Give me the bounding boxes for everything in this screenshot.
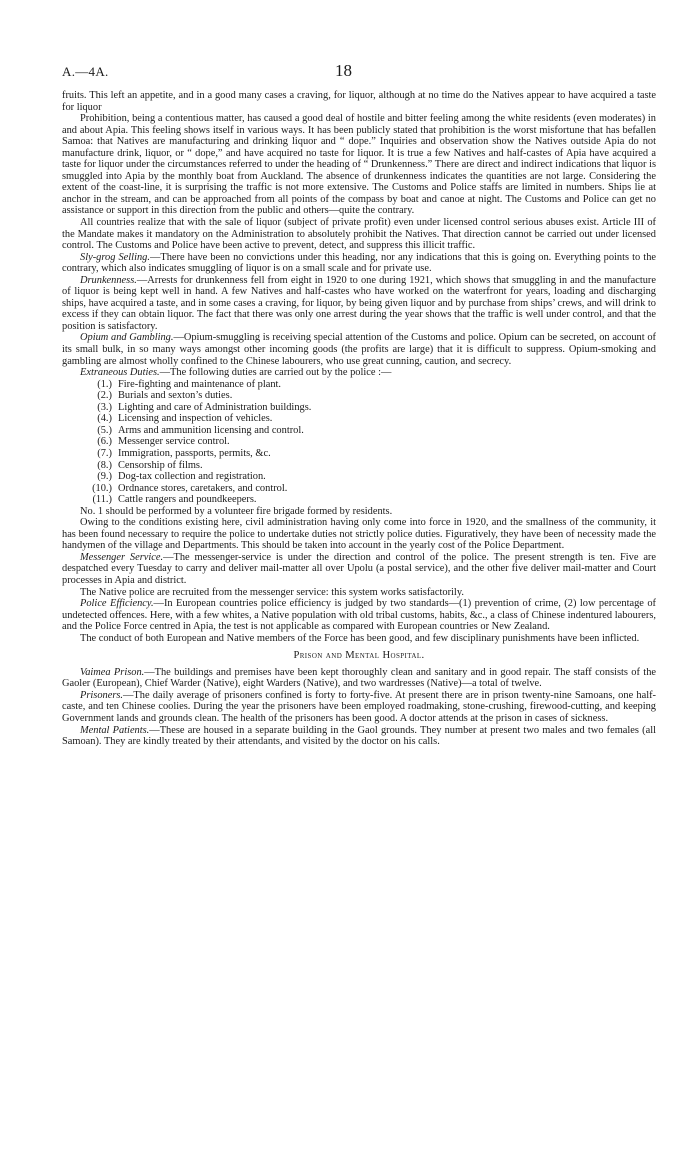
list-item-number: (3.) (97, 401, 112, 413)
paragraph-vaimea-prison (62, 667, 656, 690)
list-item-number: (6.) (97, 436, 112, 448)
body-text (62, 90, 656, 748)
paragraph-prisoners (62, 690, 656, 725)
paragraph-fruits: fruits. This left an appetite, and in a good many cases a craving, for liquor, although at no time do the Natives appear to have acquired a taste for liquor (62, 90, 656, 113)
list-item-number: (5.) (97, 424, 112, 436)
paragraph-fire-brigade: No. 1 should be performed by a volunteer fire brigade formed by residents. (80, 505, 393, 517)
text-extraneous: —The following duties are carried out by the police :— (159, 367, 392, 379)
list-item-number: (4.) (97, 413, 112, 425)
heading-opium: Opium and Gambling. (80, 332, 174, 344)
heading-vaimea-prison: Vaimea Prison. (80, 666, 145, 678)
paragraph-sly-grog (62, 252, 656, 275)
list-item-number: (11.) (92, 494, 112, 506)
text-police-efficiency: —In European countries police efficiency is judged by two standards—(1) prevention of crime, (2) low percentage of undetected offences. Here, with a few whites, a Native population with old tribal customs, habits, &c., a class of Chinese indentured labourers, and the Police Force centred in Apia, the test is not applicable as compared with European countries or New Zealand. (62, 598, 656, 633)
text-sly-grog: —There have been no convictions under this heading, nor any indications that this is going on. Everything points to the contrary, which also indicates smuggling of liquor is on a small scale and for private use. (62, 251, 656, 275)
list-item-number: (8.) (97, 459, 112, 471)
list-item-text: Cattle rangers and poundkeepers. (118, 494, 257, 506)
paragraph-mental-patients (62, 725, 656, 748)
list-item-text: Lighting and care of Administration buildings. (118, 401, 312, 413)
list-item-text: Burials and sexton’s duties. (118, 390, 233, 402)
list-item (62, 390, 656, 402)
duties-list (62, 379, 656, 506)
paragraph-conduct: The conduct of both European and Native members of the Force has been good, and few disciplinary punishments have been inflicted. (80, 632, 640, 644)
paragraph-opium (62, 332, 656, 367)
text-mental-patients: —These are housed in a separate building in the Gaol grounds. They number at present two males and two females (all Samoan). They are kindly treated by their attendants, and visited by the doctor on his calls. (62, 724, 656, 748)
list-item (62, 483, 656, 495)
paragraph-messenger (62, 552, 656, 587)
list-item (62, 460, 656, 472)
paragraph-liquor-control: All countries realize that with the sale of liquor (subject of private profit) even under licensed control serious abuses exist. Article III of the Mandate makes it mandatory on the Administration to absolutely prohibit the Natives. That direction cannot be carried out under licensed control. The Customs and Police have been active to prevent, detect, and suppress this illicit traffic. (62, 217, 656, 252)
paragraph-police-efficiency (62, 598, 656, 633)
list-item-number: (1.) (97, 378, 112, 390)
heading-sly-grog: Sly-grog Selling. (80, 251, 150, 263)
list-item-text: Licensing and inspection of vehicles. (118, 413, 273, 425)
list-item-number: (9.) (97, 471, 112, 483)
list-item-number: (10.) (92, 482, 112, 494)
list-item (62, 471, 656, 483)
paragraph-extraneous (62, 367, 656, 379)
text-messenger: —The messenger-service is under the direction and control of the police. The present strength is ten. Five are despatched every Tuesday to carry and deliver mail-matter all over Upolu (a postal service), and the other five deliver mail-matter and Court processes in Apia and district. (62, 551, 657, 586)
list-item-text: Ordnance stores, caretakers, and control. (118, 482, 288, 494)
list-item (62, 436, 656, 448)
list-item (62, 425, 656, 437)
page-number: 18 (335, 61, 352, 80)
list-item-text: Arms and ammunition licensing and control. (118, 424, 304, 436)
list-item (62, 379, 656, 391)
paragraph-drunkenness (62, 275, 656, 333)
list-item-number: (2.) (97, 390, 112, 402)
text-vaimea-prison: —The buildings and premises have been kept thoroughly clean and sanitary and in good repair. The staff consists of the Gaoler (European), Chief Warder (Native), eight Warders (Native), and two wardresses (Native)—a total of twelve. (62, 666, 657, 690)
heading-mental-patients: Mental Patients. (80, 724, 150, 736)
paragraph-native-police: The Native police are recruited from the messenger service: this system works satisfactorily. (80, 586, 464, 598)
text-opium: —Opium-smuggling is receiving special attention of the Customs and police. Opium can be secreted, on account of its small bulk, in so many ways amongst other incoming goods (the profits are large) that it is difficult to suppress. Opium-smoking and gambling are almost wholly confined to the Chinese labourers, who use great cunning, caution, and secrecy. (62, 332, 656, 367)
list-item-text: Immigration, passports, permits, &c. (118, 447, 271, 459)
paragraph-prohibition: Prohibition, being a contentious matter, has caused a good deal of hostile and bitter feeling among the white residents (even moderates) in and about Apia. This feeling shows itself in various ways. It has been publicly stated that prohibition is the worst misfortune that has befallen Samoa: that Natives are manufacturing and drinking liquor and “ dope.” Inquiries and observation show the Natives outside Apia do not manufacture drink, liquor, or “ dope,” and have acquired no taste for liquor. It is true a few Natives and half-castes of Apia have acquired a taste for liquor under the circumstances referred to under the heading of “ Drunkenness.” There are direct and indirect indications that liquor is smuggled into Apia by the monthly boat from Auckland. The absence of drunkenness indicates the quantities are not large. Considering the extent of the coast-line, it is surprising the traffic is not more extensive. The Customs and Police staffs are limited in numbers. Ships lie at anchor in the stream, and can be approached from all points of the compass by boat and canoe at night. The Customs and Police can get no assistance or support in this direction from the public and others—quite the contrary. (62, 113, 656, 217)
paragraph-civil-administration: Owing to the conditions existing here, civil administration having only come into force in 1920, and the smallness of the community, it has been found necessary to require the police to undertake duties not strictly police duties. Figuratively, they have been of necessity made the handymen of the village and Departments. This should be taken into account in the yearly cost of the Police Department. (62, 517, 656, 552)
heading-extraneous: Extraneous Duties. (80, 367, 160, 379)
section-heading: Prison and Mental Hospital. (293, 650, 425, 662)
heading-police-efficiency: Police Efficiency. (80, 598, 154, 610)
heading-drunkenness: Drunkenness. (80, 274, 137, 286)
list-item-text: Censorship of films. (118, 459, 203, 471)
document-reference: A.—4A. (62, 64, 109, 79)
list-item (62, 448, 656, 460)
list-item-text: Fire-fighting and maintenance of plant. (118, 378, 282, 390)
list-item-number: (7.) (97, 447, 112, 459)
heading-prisoners: Prisoners. (80, 689, 124, 701)
text-drunkenness: —Arrests for drunkenness fell from eight in 1920 to one during 1921, which shows that smuggling in and the manufacture of liquor is being kept well in hand. A few Natives and half-castes who have worked on the waterfront for years, loading and discharging ships, have acquired a taste, and in some cases a craving, for liquor, by being given liquor and by purchase from ships’ crews, and will drink to excess if they can obtain liquor. The fact that there was only one arrest during the year shows that the traffic is well under control, and that the position is satisfactory. (62, 274, 656, 332)
text-prisoners: —The daily average of prisoners confined is forty to forty-five. At present there are in prison twenty-nine Samoans, one half-caste, and ten Chinese coolies. During the year the prisoners have been employed roadmaking, stone-crushing, firewood-cutting, and keeping Government lands and grounds clean. The health of the prisoners has been good. A doctor attends at the prison in cases of sickness. (62, 689, 656, 724)
list-item (62, 413, 656, 425)
list-item-text: Dog-tax collection and registration. (118, 471, 266, 483)
list-item (62, 402, 656, 414)
list-item-text: Messenger service control. (118, 436, 230, 448)
list-item (62, 494, 656, 506)
heading-messenger: Messenger Service. (80, 551, 164, 563)
